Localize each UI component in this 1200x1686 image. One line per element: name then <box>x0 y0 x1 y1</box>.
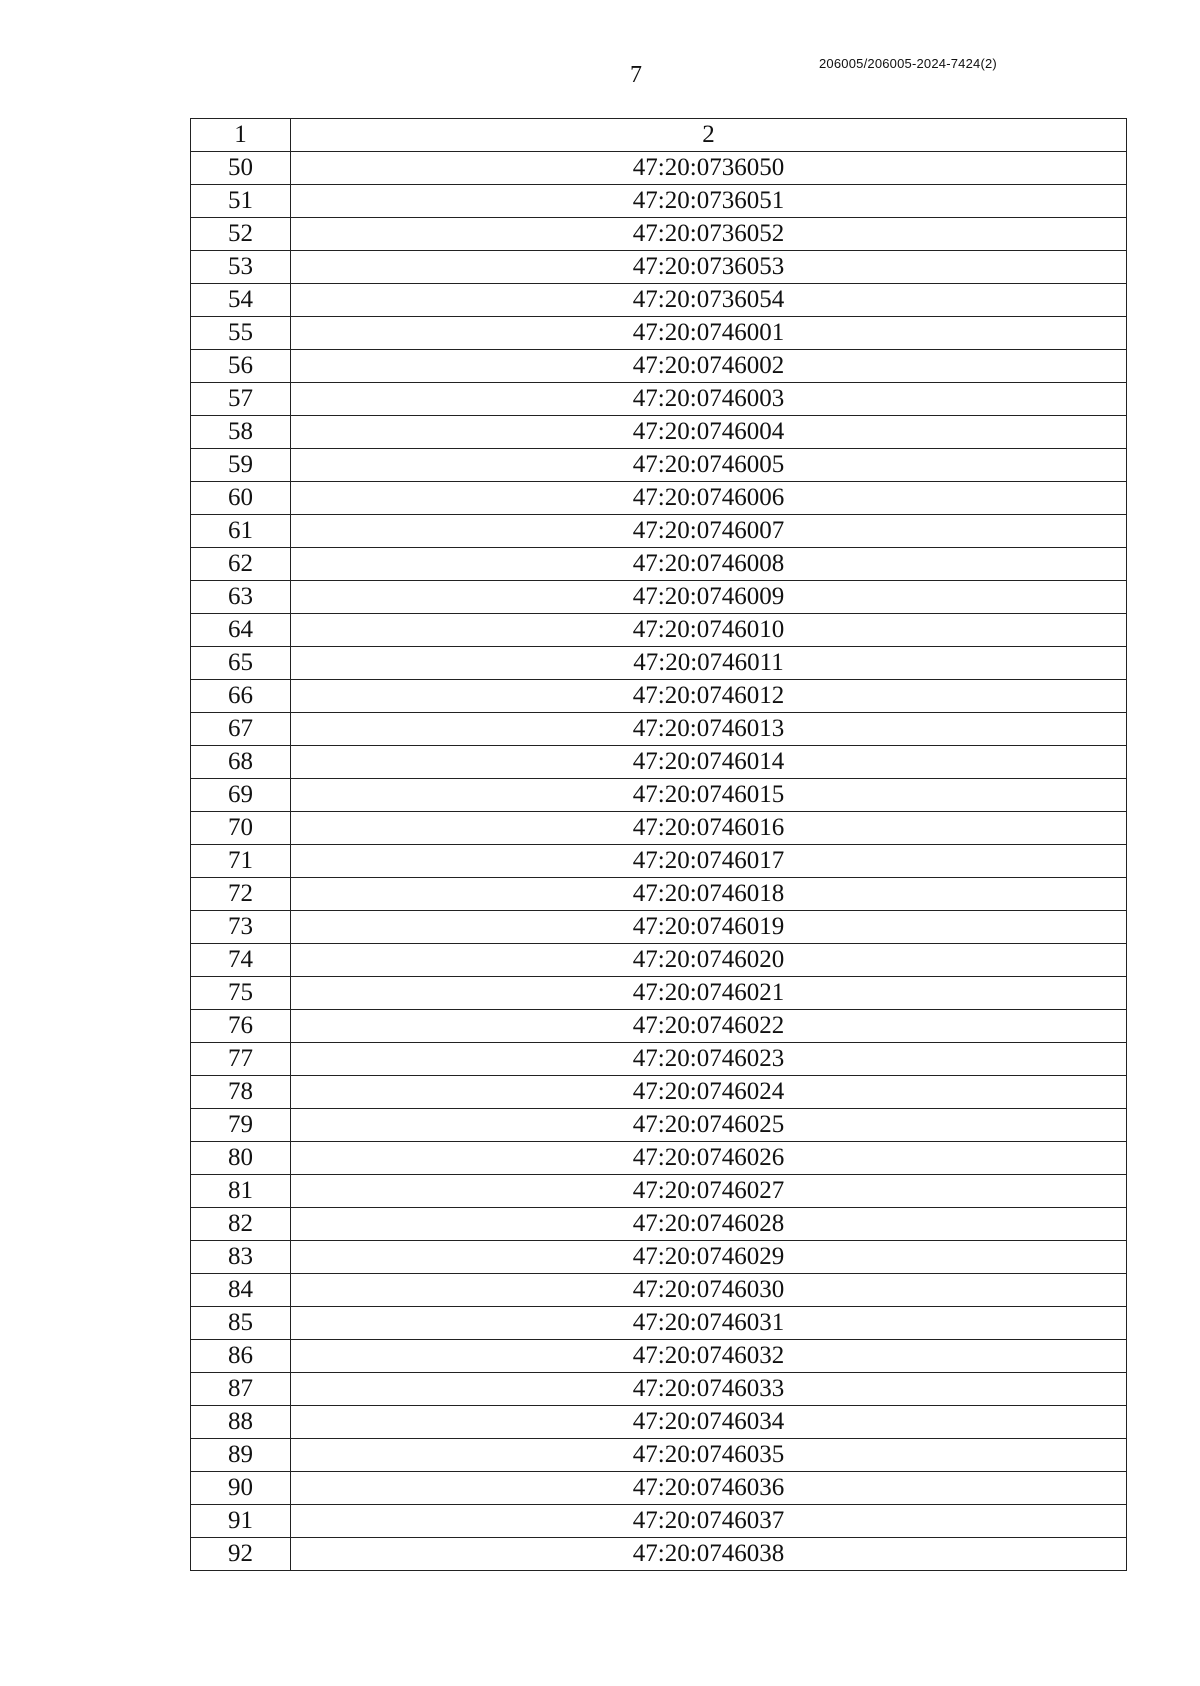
table-row <box>191 812 1127 845</box>
cadastral-number-cell: 47:20:0736054 <box>291 284 1127 317</box>
cadastral-number-cell: 47:20:0746005 <box>291 449 1127 482</box>
table-row <box>191 218 1127 251</box>
cadastral-number-cell: 47:20:0746028 <box>291 1208 1127 1241</box>
row-number-cell: 82 <box>191 1208 291 1241</box>
row-number-cell: 65 <box>191 647 291 680</box>
row-number-cell: 51 <box>191 185 291 218</box>
cadastral-number-cell: 47:20:0746031 <box>291 1307 1127 1340</box>
cadastral-number-cell: 47:20:0746003 <box>291 383 1127 416</box>
table-row <box>191 1208 1127 1241</box>
row-number-cell: 68 <box>191 746 291 779</box>
cadastral-number-cell: 47:20:0746022 <box>291 1010 1127 1043</box>
column-header-number: 1 <box>191 119 291 152</box>
table-row <box>191 548 1127 581</box>
row-number-cell: 87 <box>191 1373 291 1406</box>
row-number-cell: 85 <box>191 1307 291 1340</box>
table-row <box>191 713 1127 746</box>
table-body <box>191 152 1127 1571</box>
cadastral-number-cell: 47:20:0746034 <box>291 1406 1127 1439</box>
cadastral-number-cell: 47:20:0746030 <box>291 1274 1127 1307</box>
cadastral-number-cell: 47:20:0736051 <box>291 185 1127 218</box>
table-row <box>191 449 1127 482</box>
table-row <box>191 317 1127 350</box>
cadastral-number-cell: 47:20:0746004 <box>291 416 1127 449</box>
cadastral-number-cell: 47:20:0746036 <box>291 1472 1127 1505</box>
table-row <box>191 1373 1127 1406</box>
table-row <box>191 1043 1127 1076</box>
table-row <box>191 1439 1127 1472</box>
table-row <box>191 1505 1127 1538</box>
table-row <box>191 911 1127 944</box>
row-number-cell: 92 <box>191 1538 291 1571</box>
cadastral-number-cell: 47:20:0736050 <box>291 152 1127 185</box>
table-row <box>191 416 1127 449</box>
cadastral-number-cell: 47:20:0746023 <box>291 1043 1127 1076</box>
table-row <box>191 746 1127 779</box>
row-number-cell: 56 <box>191 350 291 383</box>
row-number-cell: 69 <box>191 779 291 812</box>
row-number-cell: 53 <box>191 251 291 284</box>
table-row <box>191 515 1127 548</box>
cadastral-number-cell: 47:20:0746018 <box>291 878 1127 911</box>
row-number-cell: 78 <box>191 1076 291 1109</box>
table-row <box>191 779 1127 812</box>
row-number-cell: 54 <box>191 284 291 317</box>
row-number-cell: 58 <box>191 416 291 449</box>
table-row <box>191 251 1127 284</box>
row-number-cell: 57 <box>191 383 291 416</box>
table-row <box>191 1109 1127 1142</box>
cadastral-number-cell: 47:20:0746012 <box>291 680 1127 713</box>
cadastral-number-cell: 47:20:0746006 <box>291 482 1127 515</box>
table-row <box>191 581 1127 614</box>
row-number-cell: 70 <box>191 812 291 845</box>
row-number-cell: 66 <box>191 680 291 713</box>
table-row <box>191 1241 1127 1274</box>
cadastral-number-cell: 47:20:0746014 <box>291 746 1127 779</box>
table-row <box>191 1538 1127 1571</box>
table-row <box>191 350 1127 383</box>
row-number-cell: 71 <box>191 845 291 878</box>
cadastral-number-cell: 47:20:0736053 <box>291 251 1127 284</box>
cadastral-number-cell: 47:20:0746037 <box>291 1505 1127 1538</box>
row-number-cell: 79 <box>191 1109 291 1142</box>
row-number-cell: 67 <box>191 713 291 746</box>
cadastral-number-cell: 47:20:0746029 <box>291 1241 1127 1274</box>
row-number-cell: 81 <box>191 1175 291 1208</box>
column-header-value: 2 <box>291 119 1127 152</box>
row-number-cell: 84 <box>191 1274 291 1307</box>
table-row <box>191 977 1127 1010</box>
cadastral-number-cell: 47:20:0746038 <box>291 1538 1127 1571</box>
row-number-cell: 72 <box>191 878 291 911</box>
cadastral-number-cell: 47:20:0736052 <box>291 218 1127 251</box>
row-number-cell: 61 <box>191 515 291 548</box>
document-id: 206005/206005-2024-7424(2) <box>819 56 997 71</box>
cadastral-number-cell: 47:20:0746024 <box>291 1076 1127 1109</box>
cadastral-number-cell: 47:20:0746017 <box>291 845 1127 878</box>
table-row <box>191 680 1127 713</box>
table-row <box>191 1274 1127 1307</box>
cadastral-number-cell: 47:20:0746033 <box>291 1373 1127 1406</box>
table-row <box>191 1406 1127 1439</box>
row-number-cell: 50 <box>191 152 291 185</box>
row-number-cell: 74 <box>191 944 291 977</box>
cadastral-number-cell: 47:20:0746035 <box>291 1439 1127 1472</box>
cadastral-number-cell: 47:20:0746027 <box>291 1175 1127 1208</box>
cadastral-number-cell: 47:20:0746020 <box>291 944 1127 977</box>
row-number-cell: 76 <box>191 1010 291 1043</box>
row-number-cell: 91 <box>191 1505 291 1538</box>
cadastral-number-cell: 47:20:0746008 <box>291 548 1127 581</box>
row-number-cell: 89 <box>191 1439 291 1472</box>
row-number-cell: 75 <box>191 977 291 1010</box>
cadastral-number-cell: 47:20:0746016 <box>291 812 1127 845</box>
row-number-cell: 62 <box>191 548 291 581</box>
table-row <box>191 1307 1127 1340</box>
table-row <box>191 1142 1127 1175</box>
page-number: 7 <box>630 62 642 88</box>
cadastral-number-cell: 47:20:0746002 <box>291 350 1127 383</box>
row-number-cell: 88 <box>191 1406 291 1439</box>
cadastral-number-cell: 47:20:0746013 <box>291 713 1127 746</box>
cadastral-number-cell: 47:20:0746019 <box>291 911 1127 944</box>
table-row <box>191 878 1127 911</box>
registry-table <box>190 118 1127 1571</box>
row-number-cell: 63 <box>191 581 291 614</box>
row-number-cell: 59 <box>191 449 291 482</box>
row-number-cell: 90 <box>191 1472 291 1505</box>
table-header-row <box>191 119 1127 152</box>
cadastral-number-cell: 47:20:0746015 <box>291 779 1127 812</box>
cadastral-number-cell: 47:20:0746025 <box>291 1109 1127 1142</box>
row-number-cell: 64 <box>191 614 291 647</box>
table-row <box>191 1472 1127 1505</box>
table-row <box>191 383 1127 416</box>
cadastral-number-cell: 47:20:0746032 <box>291 1340 1127 1373</box>
row-number-cell: 80 <box>191 1142 291 1175</box>
table-row <box>191 152 1127 185</box>
table-row <box>191 845 1127 878</box>
table-row <box>191 944 1127 977</box>
table-row <box>191 1010 1127 1043</box>
row-number-cell: 73 <box>191 911 291 944</box>
row-number-cell: 83 <box>191 1241 291 1274</box>
table-row <box>191 482 1127 515</box>
row-number-cell: 86 <box>191 1340 291 1373</box>
row-number-cell: 77 <box>191 1043 291 1076</box>
cadastral-number-cell: 47:20:0746007 <box>291 515 1127 548</box>
cadastral-number-cell: 47:20:0746026 <box>291 1142 1127 1175</box>
cadastral-number-cell: 47:20:0746009 <box>291 581 1127 614</box>
cadastral-number-cell: 47:20:0746010 <box>291 614 1127 647</box>
table-row <box>191 1340 1127 1373</box>
cadastral-number-cell: 47:20:0746001 <box>291 317 1127 350</box>
cadastral-number-cell: 47:20:0746011 <box>291 647 1127 680</box>
row-number-cell: 52 <box>191 218 291 251</box>
row-number-cell: 60 <box>191 482 291 515</box>
table-row <box>191 1076 1127 1109</box>
row-number-cell: 55 <box>191 317 291 350</box>
table-row <box>191 614 1127 647</box>
table-row <box>191 647 1127 680</box>
table-row <box>191 1175 1127 1208</box>
table-row <box>191 284 1127 317</box>
cadastral-number-cell: 47:20:0746021 <box>291 977 1127 1010</box>
table-row <box>191 185 1127 218</box>
